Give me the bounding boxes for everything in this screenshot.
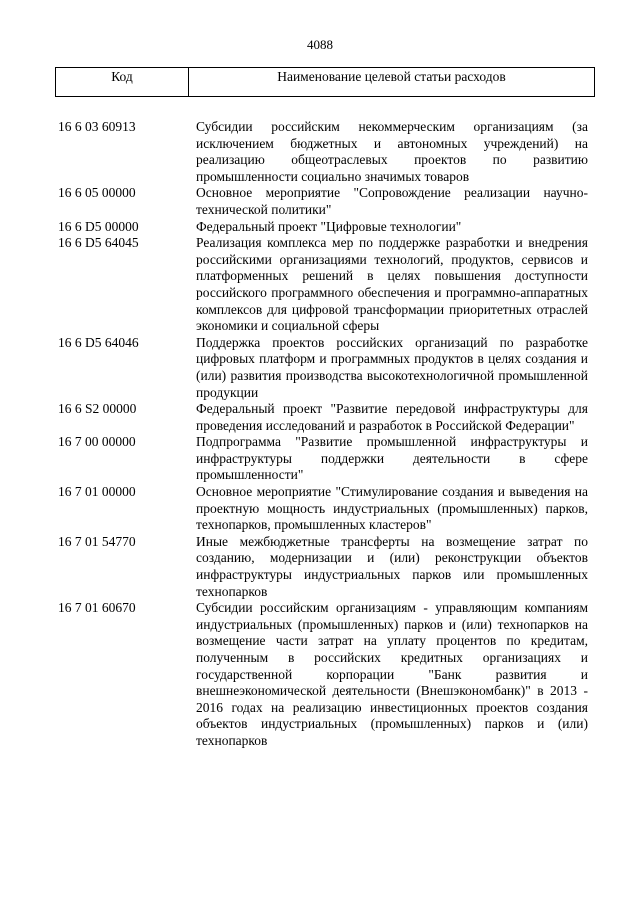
row-name: Основное мероприятие "Сопровождение реализации научно-технической политики" (196, 185, 588, 217)
row-code: 16 6 D5 64045 (58, 235, 139, 251)
table-body (58, 119, 588, 750)
row-name: Субсидии российским некоммерческим организациям (за исключением бюджетных и автономных учреждений) на реализацию общеотраслевых проектов по развитию промышленности социально значимых товаров (196, 119, 588, 184)
table-row (58, 484, 588, 534)
row-code: 16 6 05 00000 (58, 185, 136, 201)
row-code: 16 6 D5 64046 (58, 334, 139, 350)
row-code: 16 7 01 00000 (58, 484, 136, 500)
row-name: Реализация комплекса мер по поддержке разработки и внедрения российскими организациями технологий, продуктов, сервисов и платформенных решений в целях повышения доступности российского программного обеспечения и программно-аппаратных комплексов для цифровой трансформации приоритетных отраслей экономики и социальной сферы (196, 235, 588, 334)
row-name: Подпрограмма "Развитие промышленной инфраструктуры и инфраструктуры поддержки деятельности в сфере промышленности" (196, 434, 588, 483)
row-code: 16 6 D5 00000 (58, 218, 139, 234)
header-name: Наименование целевой статьи расходов (277, 69, 506, 84)
row-code: 16 7 01 54770 (58, 533, 136, 549)
row-name: Субсидии российским организациям - управляющим компаниям индустриальных (промышленных) парков и (или) технопарков на возмещение части затрат на уплату процентов по кредитам, полученным в российских кредитных организациях и государственной корпорации "Банк развития и внешнеэкономической деятельности (Внешэкономбанк)" в 2013 - 2016 годах на реализацию инвестиционных проектов создания объектов индустриальных (промышленных) парков и (или) технопарков (196, 600, 588, 748)
table-row (58, 335, 588, 401)
table-row (58, 600, 588, 749)
table-row (58, 235, 588, 335)
row-code: 16 7 01 60670 (58, 600, 136, 616)
table-row (58, 185, 588, 218)
row-name: Основное мероприятие "Стимулирование создания и выведения на проектную мощность индустриальных (промышленных) парков, технопарков, промышленных кластеров" (196, 484, 588, 533)
row-code: 16 6 S2 00000 (58, 401, 137, 417)
row-name: Поддержка проектов российских организаций по разработке цифровых платформ и программных продуктов в целях создания и (или) развития производства высокотехнологичной промышленной продукции (196, 334, 588, 400)
page-number: 4088 (307, 37, 333, 52)
table-header (55, 67, 595, 97)
table-row (58, 434, 588, 484)
row-name: Федеральный проект "Развитие передовой инфраструктуры для проведения исследований и разработок в Российской Федерации" (196, 401, 588, 433)
row-name: Федеральный проект "Цифровые технологии" (196, 218, 462, 234)
row-code: 16 6 03 60913 (58, 119, 136, 134)
table-row (58, 534, 588, 600)
table-row (58, 119, 588, 185)
table-row (58, 401, 588, 434)
row-code: 16 7 00 00000 (58, 434, 136, 450)
table-row (58, 219, 588, 236)
header-code: Код (56, 68, 189, 96)
row-name: Иные межбюджетные трансферты на возмещение затрат по созданию, модернизации и (или) реконструкции объектов инфраструктуры индустриальных парков или промышленных технопарков (196, 533, 588, 599)
